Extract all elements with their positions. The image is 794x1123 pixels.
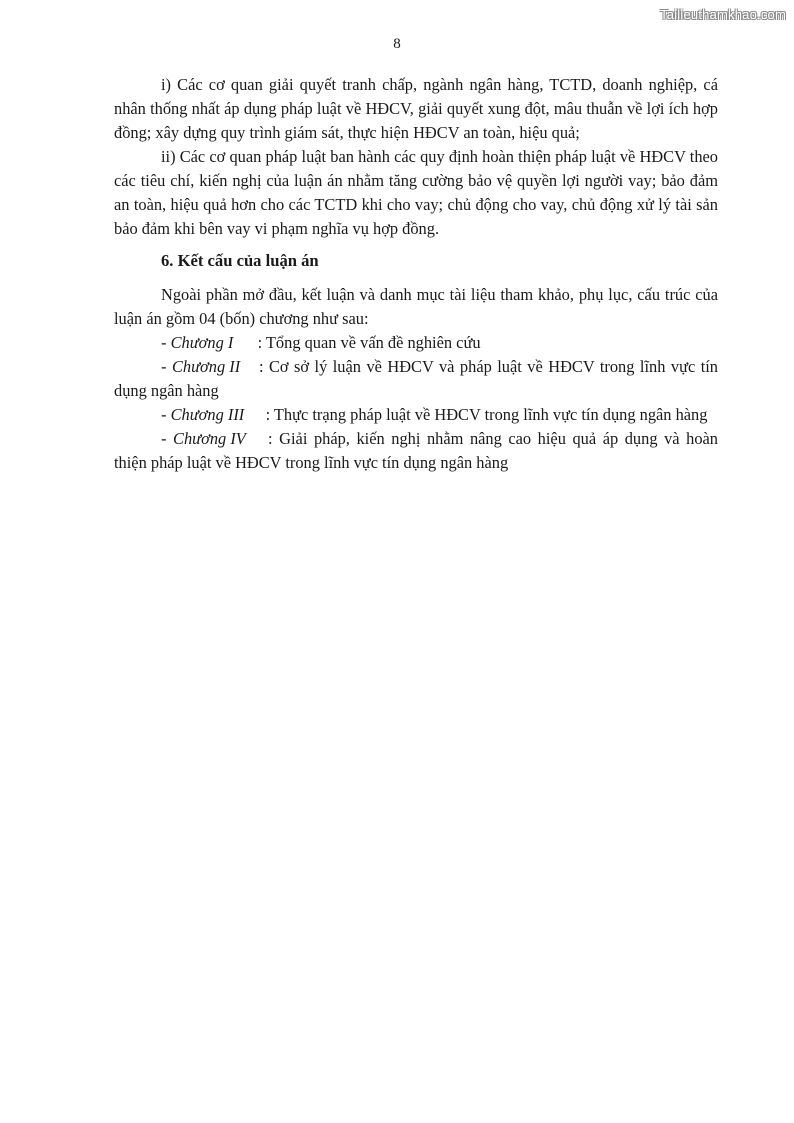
chapter-description: : Thực trạng pháp luật về HĐCV trong lĩnh vực tín dụng ngân hàng bbox=[265, 405, 708, 424]
chapter-item-4 bbox=[114, 427, 718, 475]
chapter-bullet: - bbox=[161, 333, 171, 352]
chapter-name: Chương I bbox=[170, 333, 234, 352]
chapter-name: Chương IV bbox=[173, 429, 246, 448]
section-intro: Ngoài phần mở đầu, kết luận và danh mục tài liệu tham khảo, phụ lục, cấu trúc của luận án gồm 04 (bốn) chương như sau: bbox=[114, 285, 718, 328]
paragraph-i: i) Các cơ quan giải quyết tranh chấp, ngành ngân hàng, TCTD, doanh nghiệp, cá nhân thống nhất áp dụng pháp luật về HĐCV, giải quyết xung đột, mâu thuẫn về lợi ích hợp đồng; xây dựng quy trình giám sát, thực hiện HĐCV an toàn, hiệu quả; bbox=[114, 75, 718, 142]
chapter-bullet: - bbox=[161, 405, 171, 424]
chapter-description: : Giải pháp, kiến nghị nhằm nâng cao hiệu quả áp dụng và hoàn thiện pháp luật về HĐCV trong lĩnh vực tín dụng ngân hàng bbox=[114, 429, 718, 472]
page-number: 8 bbox=[393, 36, 401, 52]
chapter-name: Chương III bbox=[170, 405, 245, 424]
chapter-item-3 bbox=[114, 403, 718, 427]
chapter-name: Chương II bbox=[171, 357, 241, 376]
watermark: Tailieuthamkhao.com bbox=[660, 7, 786, 22]
chapter-description: : Cơ sở lý luận về HĐCV và pháp luật về HĐCV trong lĩnh vực tín dụng ngân hàng bbox=[114, 357, 719, 400]
chapter-item-2 bbox=[114, 355, 718, 403]
section-heading: 6. Kết cấu của luận án bbox=[161, 251, 319, 270]
chapter-bullet: - bbox=[161, 429, 174, 448]
chapter-description: : Tổng quan về vấn đề nghiên cứu bbox=[257, 333, 481, 352]
chapter-item-1 bbox=[114, 331, 718, 355]
document-body bbox=[114, 73, 718, 475]
chapter-bullet: - bbox=[161, 357, 172, 376]
paragraph-ii: ii) Các cơ quan pháp luật ban hành các quy định hoàn thiện pháp luật về HĐCV theo các tiêu chí, kiến nghị của luận án nhằm tăng cường bảo vệ quyền lợi người vay; bảo đảm an toàn, hiệu quả hơn cho các TCTD khi cho vay; chủ động cho vay, chủ động xử lý tài sản bảo đảm khi bên vay vi phạm nghĩa vụ hợp đồng. bbox=[114, 147, 718, 238]
